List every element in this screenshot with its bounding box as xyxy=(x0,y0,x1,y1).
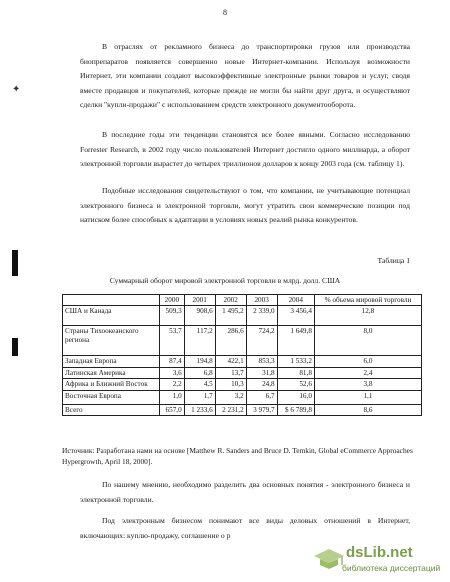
turnover-table xyxy=(62,294,422,416)
value-cell: 81,8 xyxy=(277,367,314,378)
value-cell: 724,2 xyxy=(246,326,277,356)
paragraph-2: В последние годы эти тенденции становятся все более явными. Согласно исследованию Forrester Research, в 2002 году число пользователей Интернет достигло одного миллиарда, а оборот электронной торговли вырастет до четырех триллионов долларов к концу 2003 года (см. таблицу 1). xyxy=(80,130,410,168)
page-number: 8 xyxy=(223,8,227,17)
value-cell: 4,5 xyxy=(184,379,215,390)
margin-bracket-mark xyxy=(12,250,18,276)
table-header-cell: 2004 xyxy=(277,295,314,306)
value-cell: 3 456,4 xyxy=(277,306,314,326)
table-row-total xyxy=(63,404,422,415)
share-cell: 12,8 xyxy=(314,306,421,326)
value-cell: 509,3 xyxy=(160,306,185,326)
watermark-caption: библиотека диссертаций xyxy=(342,563,441,573)
paragraph-5: Под электронным бизнесом понимают все виды деловых отношений в Интернет, включающих: куплю-продажу, соглашение о р xyxy=(80,516,410,540)
margin-bracket-mark xyxy=(12,338,18,356)
table-header-row xyxy=(63,295,422,306)
value-cell: 52,6 xyxy=(277,379,314,390)
value-cell: 1,0 xyxy=(160,390,185,404)
share-cell: 8,0 xyxy=(314,326,421,356)
region-cell: Всего xyxy=(63,404,160,415)
table-label: Таблица 1 xyxy=(377,256,410,265)
region-cell: Африка и Ближний Восток xyxy=(63,379,160,390)
region-cell: Восточная Европа xyxy=(63,390,160,404)
dslib-watermark[interactable] xyxy=(312,544,444,576)
value-cell: $ 6 789,8 xyxy=(277,404,314,415)
margin-arrow-icon: ✦ xyxy=(12,84,21,95)
value-cell: 16,0 xyxy=(277,390,314,404)
share-cell: 1,1 xyxy=(314,390,421,404)
value-cell: 87,4 xyxy=(160,356,185,367)
paragraph-4: По нашему мнению, необходимо разделить два основных понятия - электронного бизнеса и электронной торговли. xyxy=(80,480,410,504)
table-title: Суммарный оборот мировой электронной торговли в млрд. долл. США xyxy=(109,276,341,285)
value-cell: 53,7 xyxy=(160,326,185,356)
value-cell: 1,7 xyxy=(184,390,215,404)
table-header-cell: % объема мировой торговли xyxy=(314,295,421,306)
region-cell: Латинская Америка xyxy=(63,367,160,378)
value-cell: 194,8 xyxy=(184,356,215,367)
table-row xyxy=(63,306,422,326)
table-header-cell: 2003 xyxy=(246,295,277,306)
share-cell: 8,6 xyxy=(314,404,421,415)
value-cell: 1 495,2 xyxy=(215,306,246,326)
value-cell: 13,7 xyxy=(215,367,246,378)
value-cell: 1 233,6 xyxy=(184,404,215,415)
value-cell: 10,3 xyxy=(215,379,246,390)
value-cell: 1 533,2 xyxy=(277,356,314,367)
value-cell: 853,3 xyxy=(246,356,277,367)
value-cell: 24,8 xyxy=(246,379,277,390)
value-cell: 3,2 xyxy=(215,390,246,404)
value-cell: 2,2 xyxy=(160,379,185,390)
value-cell: 908,6 xyxy=(184,306,215,326)
share-cell: 2,4 xyxy=(314,367,421,378)
table-row xyxy=(63,326,422,356)
region-cell: Западная Европа xyxy=(63,356,160,367)
value-cell: 6,8 xyxy=(184,367,215,378)
table-row xyxy=(63,356,422,367)
value-cell: 6,7 xyxy=(246,390,277,404)
table-row xyxy=(63,379,422,390)
value-cell: 1 649,8 xyxy=(277,326,314,356)
value-cell: 31,8 xyxy=(246,367,277,378)
region-cell: Страны Тихоокеанского региона xyxy=(63,326,160,356)
value-cell: 2 231,2 xyxy=(215,404,246,415)
value-cell: 117,2 xyxy=(184,326,215,356)
value-cell: 2 339,0 xyxy=(246,306,277,326)
watermark-site-name: dsLib.net xyxy=(346,544,413,561)
table-header-cell: 2000 xyxy=(160,295,185,306)
table-header-cell: 2002 xyxy=(215,295,246,306)
value-cell: 3 979,7 xyxy=(246,404,277,415)
table-source-note: Источник: Разработана нами на основе [Matthew R. Sanders and Bruce D. Temkin, Global eCommerce Approaches Hypergrowth, April 18, 2000]. xyxy=(62,446,413,466)
table-row xyxy=(63,367,422,378)
paragraph-3: Подобные исследования свидетельствуют о том, что компании, не учитывающие потенциал электронного бизнеса и электронной торговли, могут утратить свои коммерческие позиции под натиском более способных к адаптации в условиях новых реалий рынка конкурентов. xyxy=(80,186,410,224)
value-cell: 286,6 xyxy=(215,326,246,356)
value-cell: 422,1 xyxy=(215,356,246,367)
share-cell: 6,0 xyxy=(314,356,421,367)
table-row xyxy=(63,390,422,404)
paragraph-1: В отраслях от рекламного бизнеса до транспортировки грузов или производства биопрепаратов появляется совершенно новые Интернет-компании. Используя возможности Интернет, эти компании создают высокоэффективные электронные рынки товаров и услуг, сводя вместе продавцов и покупателей, которые прежде не могли бы найти друг друга, и осуществляют сделки "купли-продажи" с использованием средств электронного документооборота. xyxy=(80,42,410,109)
region-cell: США и Канада xyxy=(63,306,160,326)
value-cell: 657,0 xyxy=(160,404,185,415)
share-cell: 3,8 xyxy=(314,379,421,390)
value-cell: 3,6 xyxy=(160,367,185,378)
table-header-cell xyxy=(63,295,160,306)
table-header-cell: 2001 xyxy=(184,295,215,306)
